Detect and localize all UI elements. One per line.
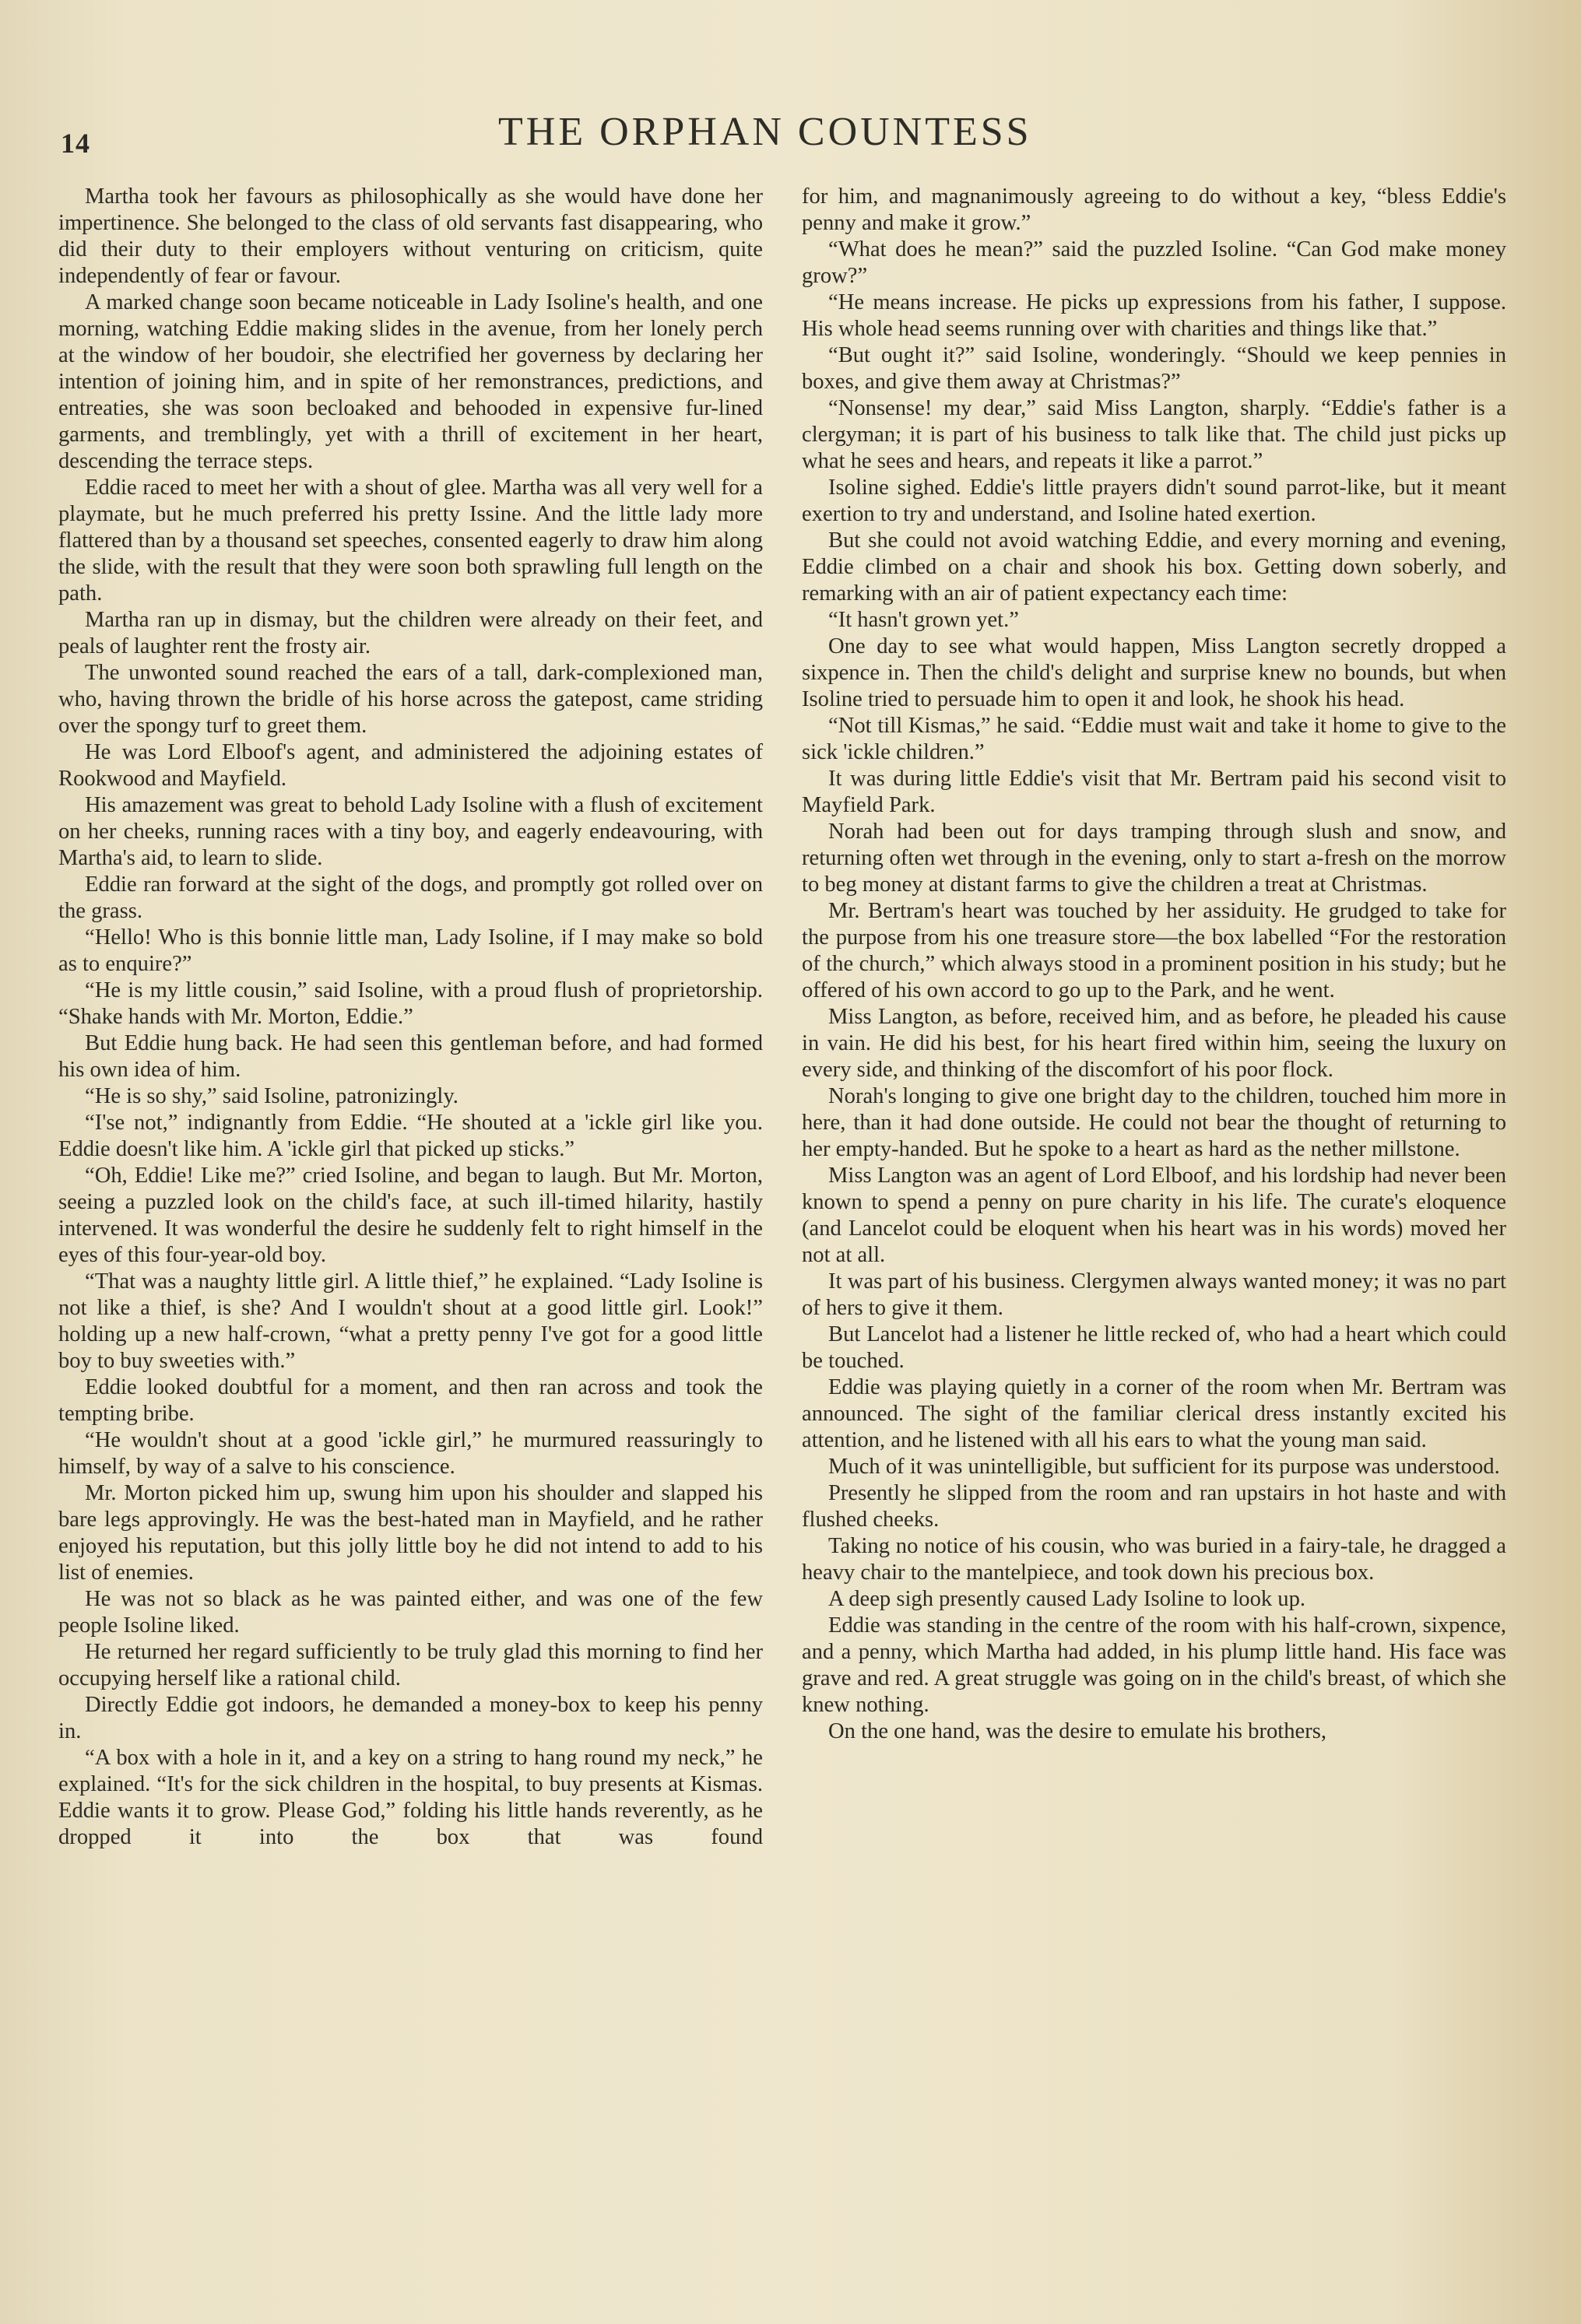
paragraph: “That was a naughty little girl. A little thief,” he explained. “Lady Isoline is not like a thief, is she? And I wouldn't shout at a good little girl. Look!” holding up a new half-crown, “what a pretty penny I've got for a good little boy to buy sweeties with.” [58,1269,763,1373]
paragraph: Much of it was unintelligible, but sufficient for its purpose was understood. [828,1455,1500,1479]
paragraph: Miss Langton was an agent of Lord Elboof, and his lordship had never been known to spend a penny on pure charity in his life. The curate's eloquence (and Lancelot could be eloquent when his heart was in his words) moved her not at all. [802,1164,1506,1267]
paragraph: Presently he slipped from the room and ran upstairs in hot haste and with flushed cheeks. [802,1481,1506,1532]
paragraph: He was not so black as he was painted either, and was one of the few people Isoline liked. [58,1587,763,1638]
paragraph-continued-on-right: “A box with a hole in it, and a key on a string to hang round my neck,” he explained. “It's for the sick children in the hospital, to buy presents at Kismas. Eddie wants it to grow. Please God,” folding his little hands reverently, as he dropped it into the box that was found [58,1746,763,1849]
paragraph: Mr. Morton picked him up, swung him upon his shoulder and slapped his bare legs approvingly. He was the best-hated man in Mayfield, and he rather enjoyed his reputation, but this jolly little boy he did not intend to add to his list of enemies. [58,1481,763,1585]
paragraph-continued-from-left: for him, and magnanimously agreeing to do without a key, “bless Eddie's penny and make it grow.” [802,184,1506,235]
paragraph: A deep sigh presently caused Lady Isoline to look up. [828,1587,1306,1611]
paragraph: He returned her regard sufficiently to be truly glad this morning to find her occupying herself like a rational child. [58,1640,763,1690]
paragraph: “Not till Kismas,” he said. “Eddie must wait and take it home to give to the sick 'ickle children.” [802,714,1506,764]
paragraph: But Eddie hung back. He had seen this gentleman before, and had formed his own idea of him. [58,1031,763,1082]
paragraph: But she could not avoid watching Eddie, and every morning and evening, Eddie climbed on a chair and shook his box. Getting down soberly, and remarking with an air of patient expectancy each time: [802,528,1506,606]
paragraph: Eddie raced to meet her with a shout of glee. Martha was all very well for a playmate, but he much preferred his pretty Issine. And the little lady more flattered than by a thousand set speeches, consented eagerly to draw him along the slide, with the result that they were soon both sprawling full length on the path. [58,476,763,606]
paragraph: “He means increase. He picks up expressions from his father, I suppose. His whole head seems running over with charities and things like that.” [802,290,1506,341]
paragraph: But Lancelot had a listener he little recked of, who had a heart which could be touched. [802,1322,1506,1373]
right-column [802,184,1506,1745]
paragraph: Eddie looked doubtful for a moment, and then ran across and took the tempting bribe. [58,1375,763,1426]
paragraph: One day to see what would happen, Miss Langton secretly dropped a sixpence in. Then the child's delight and surprise knew no bounds, but when Isoline tried to persuade him to open it and look, he shook his head. [802,634,1506,711]
page-number: 14 [61,128,90,159]
paragraph: “What does he mean?” said the puzzled Isoline. “Can God make money grow?” [802,237,1506,288]
paragraph: “He is so shy,” said Isoline, patronizingly. [85,1084,458,1108]
paragraph: Eddie ran forward at the sight of the dogs, and promptly got rolled over on the grass. [58,872,763,923]
paragraph: “It hasn't grown yet.” [828,608,1019,632]
paragraph: Mr. Bertram's heart was touched by her assiduity. He grudged to take for the purpose from his one treasure store—the box labelled “For the restoration of the church,” which always stood in a prominent position in his study; but he offered of his own accord to go up to the Park, and he went. [802,899,1506,1002]
paragraph: “I'se not,” indignantly from Eddie. “He shouted at a 'ickle girl like you. Eddie doesn't like him. A 'ickle girl that picked up sticks.” [58,1111,763,1161]
paragraph: Isoline sighed. Eddie's little prayers didn't sound parrot-like, but it meant exertion to try and understand, and Isoline hated exertion. [802,476,1506,526]
paragraph: “But ought it?” said Isoline, wonderingly. “Should we keep pennies in boxes, and give them away at Christmas?” [802,343,1506,394]
paragraph: The unwonted sound reached the ears of a tall, dark-complexioned man, who, having thrown the bridle of his horse across the gatepost, came striding over the spongy turf to greet them. [58,661,763,738]
paragraph: “He is my little cousin,” said Isoline, with a proud flush of proprietorship. “Shake hands with Mr. Morton, Eddie.” [58,978,763,1029]
paragraph: Eddie was playing quietly in a corner of the room when Mr. Bertram was announced. The sight of the familiar clerical dress instantly excited his attention, and he listened with all his ears to what the young man said. [802,1375,1506,1452]
paragraph: Martha took her favours as philosophically as she would have done her impertinence. She belonged to the class of old servants fast disappearing, who did their duty to their employers without venturing on criticism, quite independently of fear or favour. [58,184,763,288]
paragraph: His amazement was great to behold Lady Isoline with a flush of excitement on her cheeks, running races with a tiny boy, and eagerly endeavouring, with Martha's aid, to learn to slide. [58,793,763,870]
paragraph: Directly Eddie got indoors, he demanded a money-box to keep his penny in. [58,1693,763,1743]
paragraph: A marked change soon became noticeable in Lady Isoline's health, and one morning, watching Eddie making slides in the avenue, from her lonely perch at the window of her boudoir, she electrified her governess by declaring her intention of joining him, and in spite of her remonstrances, predictions, and entreaties, she was soon becloaked and behooded in expensive fur-lined garments, and tremblingly, yet with a thrill of excitement in her heart, descending the terrace steps. [58,290,763,473]
paragraph: On the one hand, was the desire to emulate his brothers, [828,1719,1327,1743]
paragraph: Norah had been out for days tramping through slush and snow, and returning often wet through in the evening, only to start a-fresh on the morrow to beg money at distant farms to give the children a treat at Christmas. [802,820,1506,897]
paragraph: Eddie was standing in the centre of the room with his half-crown, sixpence, and a penny, which Martha had added, in his plump little hand. His face was grave and red. A great struggle was going on in the child's breast, of which she knew nothing. [802,1613,1506,1717]
paragraph: “Nonsense! my dear,” said Miss Langton, sharply. “Eddie's father is a clergyman; it is part of his business to talk like that. The child just picks up what he sees and hears, and repeats it like a parrot.” [802,396,1506,473]
paragraph: “He wouldn't shout at a good 'ickle girl,” he murmured reassuringly to himself, by way of a salve to his conscience. [58,1428,763,1479]
paragraph: He was Lord Elboof's agent, and administered the adjoining estates of Rookwood and Mayfield. [58,740,763,791]
paragraph: “Hello! Who is this bonnie little man, Lady Isoline, if I may make so bold as to enquire?” [58,925,763,976]
paragraph: It was during little Eddie's visit that Mr. Bertram paid his second visit to Mayfield Park. [802,767,1506,817]
paragraph: It was part of his business. Clergymen always wanted money; it was no part of hers to give it them. [802,1269,1506,1320]
paragraph: Norah's longing to give one bright day to the children, touched him more in here, than it had done outside. He could not bear the thought of returning to her empty-handed. But he spoke to a heart as hard as the nether millstone. [802,1084,1506,1161]
left-column [58,184,763,1851]
running-title: THE ORPHAN COUNTESS [498,110,1032,154]
paragraph: “Oh, Eddie! Like me?” cried Isoline, and began to laugh. But Mr. Morton, seeing a puzzled look on the child's face, at such ill-timed hilarity, hastily intervened. It was wonderful the desire he suddenly felt to right himself in the eyes of this four-year-old boy. [58,1164,763,1267]
paragraph: Taking no notice of his cousin, who was buried in a fairy-tale, he dragged a heavy chair to the mantelpiece, and took down his precious box. [802,1534,1506,1585]
paragraph: Martha ran up in dismay, but the children were already on their feet, and peals of laughter rent the frosty air. [58,608,763,658]
paragraph: Miss Langton, as before, received him, and as before, he pleaded his cause in vain. He did his best, for his heart fired within him, seeing the luxury on every side, and thinking of the discomfort of his poor flock. [802,1005,1506,1082]
